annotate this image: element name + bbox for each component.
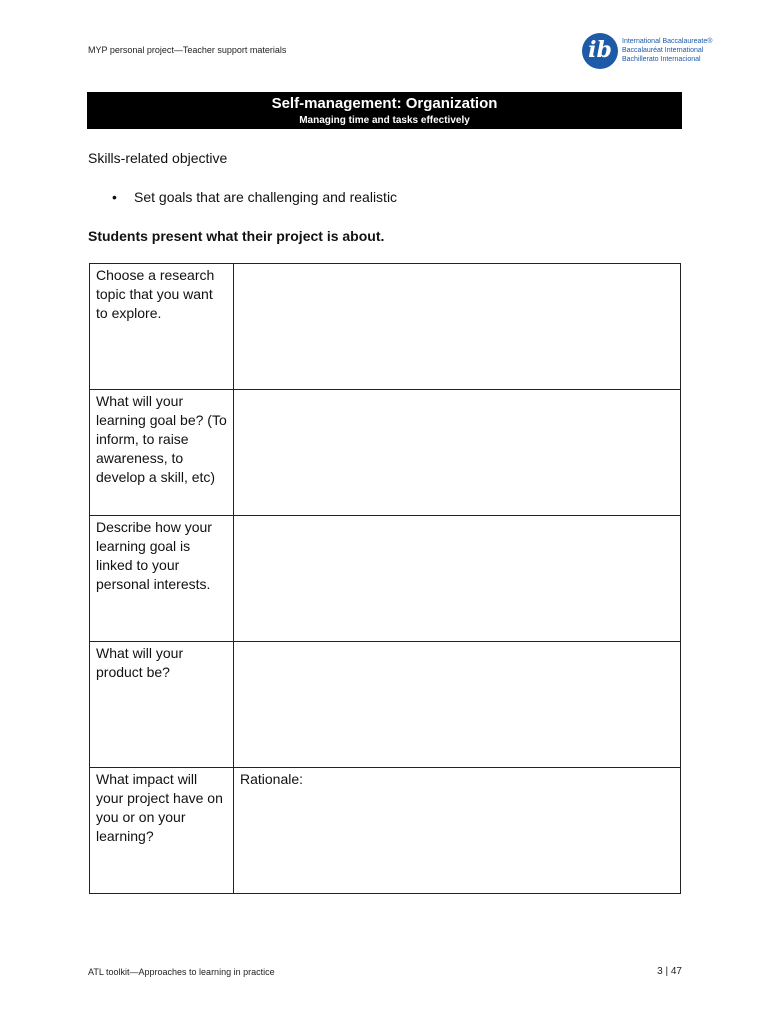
ib-logo (582, 33, 712, 73)
table-row (90, 390, 681, 516)
answer-cell[interactable] (234, 642, 681, 768)
question-cell: Choose a research topic that you want to explore. (90, 264, 234, 390)
section-heading: Students present what their project is about. (88, 228, 385, 244)
question-cell: Describe how your learning goal is linked to your personal interests. (90, 516, 234, 642)
ib-logo-mark: ib (582, 33, 618, 69)
table-row (90, 516, 681, 642)
project-form-table (89, 263, 681, 894)
objective-bullet (112, 189, 397, 205)
ib-logo-line-es: Bachillerato Internacional (622, 56, 701, 63)
question-cell: What will your learning goal be? (To inform, to raise awareness, to develop a skill, etc) (90, 390, 234, 516)
answer-cell[interactable]: Rationale: (234, 768, 681, 894)
ib-logo-line-en: International Baccalaureate® (622, 38, 713, 45)
page-subtitle: Managing time and tasks effectively (299, 115, 470, 126)
ib-logo-line-fr: Baccalauréat International (622, 47, 704, 54)
table-row (90, 768, 681, 894)
answer-cell[interactable] (234, 390, 681, 516)
page-number: 3 | 47 (657, 966, 682, 977)
page-title: Self-management: Organization (271, 95, 498, 112)
question-cell: What will your product be? (90, 642, 234, 768)
answer-cell[interactable] (234, 264, 681, 390)
title-banner (87, 92, 682, 129)
objective-heading: Skills-related objective (88, 150, 228, 166)
running-header: MYP personal project—Teacher support materials (88, 45, 287, 55)
ib-logo-text (622, 37, 712, 64)
objective-bullet-text: Set goals that are challenging and realistic (134, 189, 398, 205)
answer-cell[interactable] (234, 516, 681, 642)
question-cell: What impact will your project have on you or on your learning? (90, 768, 234, 894)
bullet-icon: • (112, 189, 117, 205)
running-footer: ATL toolkit—Approaches to learning in practice (88, 967, 275, 977)
table-row (90, 642, 681, 768)
table-row (90, 264, 681, 390)
